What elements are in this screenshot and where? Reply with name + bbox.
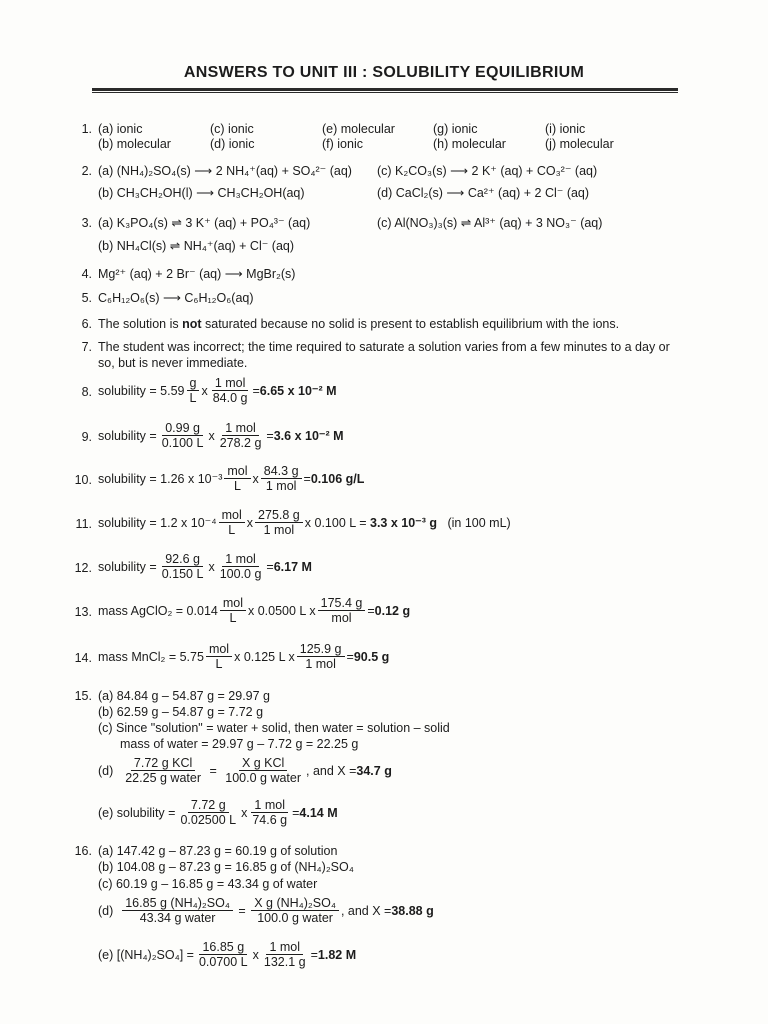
numerator: 1 mol <box>212 376 249 391</box>
denominator: 100.0 g water <box>225 771 302 785</box>
numerator: 16.85 g <box>199 940 247 955</box>
equals-sign: = <box>292 805 300 820</box>
answer-9 <box>98 421 344 450</box>
numerator: 1 mol <box>222 421 259 436</box>
lead-text: solubility = 5.59 <box>98 383 185 398</box>
numerator: mol <box>224 464 250 479</box>
numerator: mol <box>219 508 245 523</box>
denominator: mol <box>331 611 352 625</box>
numerator: mol <box>206 642 232 657</box>
answer-1j: (j) molecular <box>545 137 614 151</box>
answer-3a: (a) K₃PO₄(s) ⇌ 3 K⁺ (aq) + PO₄³⁻ (aq) <box>98 216 311 230</box>
denominator: 0.02500 L <box>180 813 237 827</box>
denominator: 100.0 g <box>219 567 262 581</box>
fraction <box>261 464 302 493</box>
denominator: 1 mol <box>265 479 297 493</box>
answer-number: 12. <box>74 561 92 575</box>
answer-number: 13. <box>74 605 92 619</box>
answer-5: C₆H₁₂O₆(s) ⟶ C₆H₁₂O₆(aq) <box>98 291 254 305</box>
answer-number: 3. <box>81 216 92 230</box>
equals-sign: = <box>252 383 260 398</box>
fraction <box>177 798 239 827</box>
lead-text: solubility = 1.2 x 10⁻⁴ <box>98 515 217 530</box>
denominator: 100.0 g water <box>257 911 333 925</box>
final-answer: 0.12 g <box>374 603 411 618</box>
answer-1a: (a) ionic <box>98 122 143 136</box>
equals-sign: = <box>209 763 217 778</box>
answer-number: 14. <box>74 651 92 665</box>
numerator: 7.72 g <box>188 798 229 813</box>
fraction <box>210 376 251 405</box>
equals-sign: = <box>238 903 246 918</box>
fraction <box>159 421 207 450</box>
answer-12 <box>98 552 312 581</box>
title-rule-thick <box>92 88 678 91</box>
part-label: (d) <box>98 903 114 918</box>
denominator: 132.1 g <box>263 955 306 969</box>
fraction <box>261 940 309 969</box>
answer-4: Mg²⁺ (aq) + 2 Br⁻ (aq) ⟶ MgBr₂(s) <box>98 267 296 281</box>
answer-1b: (b) molecular <box>98 137 171 151</box>
times-sign: x <box>252 471 259 486</box>
middle-text: x 0.100 L = <box>304 515 367 530</box>
final-answer: 1.82 M <box>317 947 357 962</box>
answer-1e: (e) molecular <box>322 122 395 136</box>
equals-sign: = <box>303 471 311 486</box>
answer-3c: (c) Al(NO₃)₃(s) ⇌ Al³⁺ (aq) + 3 NO₃⁻ (aq) <box>377 216 603 230</box>
numerator: mol <box>220 596 246 611</box>
final-answer: 0.106 g/L <box>310 471 365 486</box>
denominator: L <box>189 391 197 405</box>
answer-number: 5. <box>81 291 92 305</box>
answer-2c: (c) K₂CO₃(s) ⟶ 2 K⁺ (aq) + CO₃²⁻ (aq) <box>377 164 598 178</box>
answer-15e <box>98 798 338 827</box>
answer-13 <box>98 596 410 625</box>
times-sign: x <box>246 515 254 530</box>
answer-16e <box>98 940 356 969</box>
denominator: 1 mol <box>305 657 336 671</box>
answer-15d <box>98 756 392 785</box>
answer-16b: (b) 104.08 g – 87.23 g = 16.85 g of (NH₄)₂SO₄ <box>98 860 354 874</box>
numerator: 16.85 g (NH₄)₂SO₄ <box>122 896 233 911</box>
lead-text: solubility = <box>98 559 157 574</box>
lead-text: mass MnCl₂ = 5.75 <box>98 649 204 664</box>
final-answer: 6.65 x 10⁻² M <box>259 383 337 398</box>
denominator: 0.0700 L <box>198 955 248 969</box>
numerator: g <box>187 376 200 391</box>
answer-15c: (c) Since "solution" = water + solid, then water = solution – solid <box>98 721 450 735</box>
answer-2d: (d) CaCl₂(s) ⟶ Ca²⁺ (aq) + 2 Cl⁻ (aq) <box>377 186 590 200</box>
numerator: 84.3 g <box>261 464 302 479</box>
denominator: 0.100 L <box>161 436 204 450</box>
denominator: 1 mol <box>263 523 295 537</box>
denominator: L <box>229 611 237 625</box>
fraction <box>217 552 265 581</box>
fraction <box>297 642 345 671</box>
denominator: 84.0 g <box>212 391 248 405</box>
answer-number: 10. <box>74 473 92 487</box>
lead-text: solubility = <box>98 428 157 443</box>
answer-15c-cont: mass of water = 29.97 g – 7.72 g = 22.25 g <box>120 737 359 751</box>
fraction <box>217 421 265 450</box>
numerator: 1 mol <box>222 552 259 567</box>
fraction <box>219 508 245 537</box>
lead-text: solubility = 1.26 x 10⁻³ <box>98 471 223 486</box>
middle-text: x 0.125 L x <box>234 649 295 664</box>
fraction <box>187 376 200 405</box>
answer-2b: (b) CH₃CH₂OH(l) ⟶ CH₃CH₂OH(aq) <box>98 186 305 200</box>
times-sign: x <box>208 428 215 443</box>
fraction <box>122 896 233 925</box>
answer-16d <box>98 896 434 925</box>
numerator: 175.4 g <box>318 596 366 611</box>
final-answer: 38.88 g <box>391 903 434 918</box>
answer-2a: (a) (NH₄)₂SO₄(s) ⟶ 2 NH₄⁺(aq) + SO₄²⁻ (aq) <box>98 164 352 178</box>
equals-sign: = <box>310 947 318 962</box>
answer-6-pre: The solution is <box>98 317 183 331</box>
answer-1f: (f) ionic <box>322 137 363 151</box>
equals-sign: = <box>266 428 274 443</box>
final-answer: 4.14 M <box>299 805 338 820</box>
final-answer: 6.17 M <box>273 559 312 574</box>
answer-number: 1. <box>81 122 92 136</box>
fraction <box>222 756 304 785</box>
denominator: 43.34 g water <box>139 911 216 925</box>
answer-number: 9. <box>81 430 92 444</box>
final-answer: 3.6 x 10⁻² M <box>273 428 344 443</box>
answer-15a: (a) 84.84 g – 54.87 g = 29.97 g <box>98 689 271 703</box>
numerator: 7.72 g KCl <box>131 756 195 771</box>
numerator: 1 mol <box>251 798 288 813</box>
fraction <box>220 596 246 625</box>
numerator: X g KCl <box>239 756 287 771</box>
times-sign: x <box>241 805 248 820</box>
answer-3b: (b) NH₄Cl(s) ⇌ NH₄⁺(aq) + Cl⁻ (aq) <box>98 239 295 253</box>
fraction <box>255 508 303 537</box>
answer-note: (in 100 mL) <box>447 515 511 530</box>
middle-text: x 0.0500 L x <box>248 603 316 618</box>
final-answer: 90.5 g <box>353 649 390 664</box>
numerator: X g (NH₄)₂SO₄ <box>251 896 339 911</box>
answer-number: 4. <box>81 267 92 281</box>
denominator: 74.6 g <box>252 813 288 827</box>
fraction <box>224 464 250 493</box>
answer-6 <box>98 316 619 332</box>
and-text: , and X = <box>340 903 392 918</box>
equals-sign: = <box>346 649 354 664</box>
numerator: 125.9 g <box>297 642 345 657</box>
answer-16a: (a) 147.42 g – 87.23 g = 60.19 g of solution <box>98 844 338 858</box>
equals-sign: = <box>367 603 375 618</box>
times-sign: x <box>252 947 259 962</box>
answer-1d: (d) ionic <box>210 137 255 151</box>
fraction <box>122 756 204 785</box>
answer-number: 11. <box>75 517 92 531</box>
fraction <box>196 940 251 969</box>
answer-1g: (g) ionic <box>433 122 478 136</box>
denominator: L <box>228 523 236 537</box>
denominator: 0.150 L <box>161 567 204 581</box>
answer-6-post: saturated because no solid is present to establish equilibrium with the ions. <box>201 317 620 331</box>
fraction <box>159 552 207 581</box>
answer-number: 16. <box>74 844 92 858</box>
answer-number: 7. <box>81 340 92 354</box>
lead-text: mass AgClO₂ = 0.014 <box>98 603 218 618</box>
equals-sign: = <box>266 559 274 574</box>
page-title: ANSWERS TO UNIT III : SOLUBILITY EQUILIBRIUM <box>183 64 585 81</box>
answer-number: 15. <box>74 689 92 703</box>
lead-text: (e) solubility = <box>98 805 176 820</box>
answer-15b: (b) 62.59 g – 54.87 g = 7.72 g <box>98 705 264 719</box>
denominator: L <box>215 657 223 671</box>
answer-11 <box>98 508 511 537</box>
answer-1h: (h) molecular <box>433 137 506 151</box>
final-answer: 34.7 g <box>356 763 392 778</box>
answer-6-emphasis: not <box>182 317 202 331</box>
answer-number: 8. <box>81 385 92 399</box>
fraction <box>318 596 366 625</box>
denominator: 22.25 g water <box>125 771 201 785</box>
answer-14 <box>98 642 389 671</box>
answer-7: The student was incorrect; the time required to saturate a solution varies from a few minutes to a day or so, but is never immediate. <box>98 340 670 370</box>
answer-number: 6. <box>81 317 92 331</box>
times-sign: x <box>208 559 215 574</box>
fraction <box>249 798 290 827</box>
numerator: 0.99 g <box>162 421 203 436</box>
numerator: 1 mol <box>266 940 303 955</box>
and-text: , and X = <box>306 763 357 778</box>
numerator: 92.6 g <box>162 552 203 567</box>
lead-text: (e) [(NH₄)₂SO₄] = <box>98 947 194 962</box>
times-sign: x <box>201 383 208 398</box>
numerator: 275.8 g <box>255 508 303 523</box>
answer-16c: (c) 60.19 g – 16.85 g = 43.34 g of water <box>98 877 318 891</box>
fraction <box>206 642 232 671</box>
answer-1i: (i) ionic <box>545 122 586 136</box>
fraction <box>251 896 339 925</box>
final-answer: 3.3 x 10⁻³ g <box>370 515 438 530</box>
denominator: 278.2 g <box>219 436 262 450</box>
answer-8 <box>98 376 337 405</box>
answer-10 <box>98 464 364 493</box>
answer-1c: (c) ionic <box>210 122 254 136</box>
denominator: L <box>233 479 241 493</box>
part-label: (d) <box>98 763 114 778</box>
title-rule-thin <box>92 92 678 93</box>
answer-number: 2. <box>81 164 92 178</box>
